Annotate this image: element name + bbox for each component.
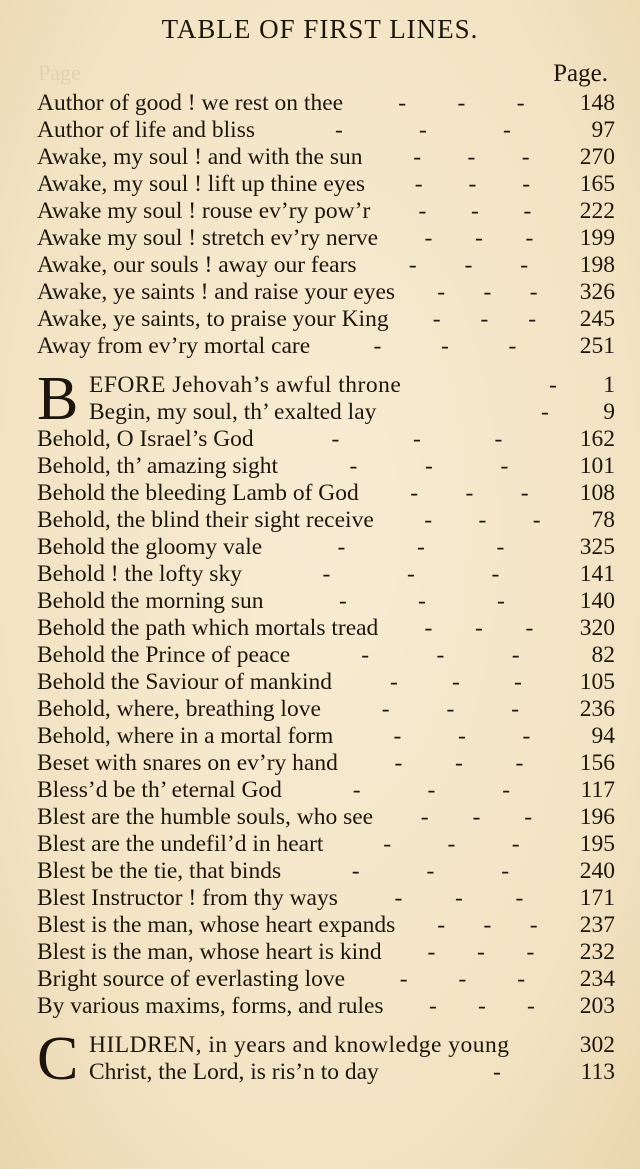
table-row xyxy=(37,90,615,117)
leader-dash: - xyxy=(429,993,437,1019)
page-number: 232 xyxy=(579,939,615,965)
table-row xyxy=(37,669,615,696)
table-row xyxy=(37,453,615,480)
leader-dash: - xyxy=(502,777,511,803)
leader-dash: - xyxy=(500,453,509,479)
table-row xyxy=(37,642,615,669)
first-line-text: Awake, my soul ! lift up thine eyes xyxy=(37,171,366,197)
first-line-text: Bless’d be th’ eternal God xyxy=(37,777,282,803)
first-line-text: Awake my soul ! stretch ev’ry nerve xyxy=(37,225,379,251)
section-b-list xyxy=(37,365,615,1020)
table-row xyxy=(37,117,615,144)
leader-dash: - xyxy=(525,615,534,641)
page-number: 148 xyxy=(579,90,615,116)
leader-dash: - xyxy=(352,777,361,803)
first-line-text: Away from ev’ry mortal care xyxy=(37,333,311,359)
page-number: 78 xyxy=(591,507,615,533)
leader-dash: - xyxy=(521,144,530,170)
leader-dash: - xyxy=(511,696,520,722)
first-line-text: Behold the bleeding Lamb of God xyxy=(37,480,359,506)
table-row xyxy=(37,885,615,912)
first-line-text: Behold ! the lofty sky xyxy=(37,561,242,587)
page-number: 320 xyxy=(579,615,615,641)
leader-dash: - xyxy=(529,912,538,938)
table-row xyxy=(37,966,615,993)
leader-dash: - xyxy=(491,561,500,587)
first-line-text: Bright source of everlasting love xyxy=(37,966,346,992)
leader-dash: - xyxy=(467,144,476,170)
leader-dash: - xyxy=(532,507,541,533)
leader-dash: - xyxy=(373,333,382,359)
page-number: 82 xyxy=(591,642,615,668)
leader-dash: - xyxy=(418,198,427,224)
page-number: 9 xyxy=(603,399,615,425)
table-row xyxy=(37,750,615,777)
table-row xyxy=(37,252,615,279)
leader-dash: - xyxy=(475,615,483,641)
leader-dash: - xyxy=(457,90,466,116)
table-row xyxy=(37,588,615,615)
first-line-text: Behold, O Israel’s God xyxy=(37,426,254,452)
leader-dash: - xyxy=(414,171,423,197)
leader-dash: - xyxy=(335,117,343,143)
page-number: 195 xyxy=(579,831,615,857)
leader-dash: - xyxy=(527,993,535,1019)
page-number: 196 xyxy=(579,804,615,830)
page-number: 251 xyxy=(579,333,615,359)
leader-dash: - xyxy=(381,696,390,722)
leader-dash: - xyxy=(413,144,422,170)
leader-dash: - xyxy=(514,669,522,695)
section-c-list xyxy=(37,1025,615,1093)
leader-dash: - xyxy=(483,279,492,305)
show-through-text: Page xyxy=(38,60,81,85)
first-line-text: Behold the morning sun xyxy=(37,588,264,614)
leader-dash: - xyxy=(437,912,446,938)
leader-dash: - xyxy=(383,831,392,857)
leader-dash: - xyxy=(496,534,505,560)
page-number: 162 xyxy=(579,426,615,452)
leader-dash: - xyxy=(394,750,403,776)
first-line-text: HILDREN, in years and knowledge young xyxy=(89,1032,510,1058)
page-number: 199 xyxy=(579,225,615,251)
table-row xyxy=(37,912,615,939)
leader-dash: - xyxy=(322,561,331,587)
leader-dash: - xyxy=(471,198,479,224)
table-row xyxy=(37,723,615,750)
table-row xyxy=(37,144,615,171)
leader-dash: - xyxy=(455,885,463,911)
leader-dash: - xyxy=(549,372,557,398)
table-row xyxy=(37,171,615,198)
leader-dash: - xyxy=(437,279,446,305)
leader-dash: - xyxy=(526,939,535,965)
page-number: 165 xyxy=(579,171,615,197)
leader-dash: - xyxy=(541,399,549,425)
page-number: 108 xyxy=(579,480,615,506)
first-line-text: Behold the path which mortals tread xyxy=(37,615,379,641)
first-line-text: Begin, my soul, th’ exalted lay xyxy=(89,399,377,425)
leader-dash: - xyxy=(361,642,370,668)
page-number: 325 xyxy=(579,534,615,560)
leader-dash: - xyxy=(464,252,473,278)
leader-dash: - xyxy=(515,750,524,776)
first-line-text: Awake my soul ! rouse ev’ry pow’r xyxy=(37,198,371,224)
leader-dash: - xyxy=(458,723,466,749)
leader-dash: - xyxy=(407,561,415,587)
page-number: 240 xyxy=(579,858,615,884)
page-number: 117 xyxy=(580,777,615,803)
first-line-text: Blest is the man, whose heart is kind xyxy=(37,939,382,965)
table-row xyxy=(37,858,615,885)
first-line-text: Awake, our souls ! away our fears xyxy=(37,252,357,278)
table-row xyxy=(37,306,615,333)
leader-dash: - xyxy=(425,453,433,479)
page-number: 203 xyxy=(579,993,615,1019)
leader-dash: - xyxy=(503,117,511,143)
first-line-text: Beset with snares on ev’ry hand xyxy=(37,750,338,776)
leader-dash: - xyxy=(426,858,435,884)
page-number: 245 xyxy=(579,306,615,332)
page-number: 141 xyxy=(579,561,615,587)
leader-dash: - xyxy=(398,90,407,116)
table-row xyxy=(37,399,615,426)
table-row xyxy=(37,831,615,858)
leader-dash: - xyxy=(468,171,477,197)
leader-dash: - xyxy=(339,588,347,614)
section-a-list xyxy=(37,90,615,360)
first-line-text: Author of life and bliss xyxy=(37,117,255,143)
leader-dash: - xyxy=(523,198,532,224)
table-row xyxy=(37,1059,615,1086)
leader-dash: - xyxy=(399,966,408,992)
leader-dash: - xyxy=(436,642,445,668)
leader-dash: - xyxy=(494,426,503,452)
table-row xyxy=(37,993,615,1020)
leader-dash: - xyxy=(432,306,441,332)
page-number: 270 xyxy=(579,144,615,170)
leader-dash: - xyxy=(478,507,487,533)
leader-dash: - xyxy=(528,306,537,332)
leader-dash: - xyxy=(349,453,358,479)
leader-dash: - xyxy=(515,885,524,911)
leader-dash: - xyxy=(337,534,346,560)
leader-dash: - xyxy=(497,588,505,614)
leader-dash: - xyxy=(331,426,340,452)
first-line-text: Blest are the humble souls, who see xyxy=(37,804,374,830)
leader-dash: - xyxy=(511,642,520,668)
leader-dash: - xyxy=(472,804,481,830)
table-row xyxy=(37,225,615,252)
drop-cap-c: C xyxy=(37,1025,79,1093)
leader-dash: - xyxy=(424,225,433,251)
leader-dash: - xyxy=(529,279,538,305)
page-number: 1 xyxy=(603,372,615,398)
leader-dash: - xyxy=(427,939,436,965)
first-line-text: Behold the Prince of peace xyxy=(37,642,291,668)
page-number: 113 xyxy=(580,1059,615,1085)
first-line-text: Behold, where in a mortal form xyxy=(37,723,334,749)
leader-dash: - xyxy=(493,1059,501,1085)
leader-dash: - xyxy=(516,90,525,116)
leader-dash: - xyxy=(511,831,520,857)
leader-dash: - xyxy=(522,723,531,749)
table-row xyxy=(37,777,615,804)
leader-dash: - xyxy=(424,507,433,533)
leader-dash: - xyxy=(475,225,483,251)
leader-dash: - xyxy=(424,615,433,641)
leader-dash: - xyxy=(393,723,402,749)
leader-dash: - xyxy=(455,750,463,776)
page-number: 101 xyxy=(579,453,615,479)
page-number: 326 xyxy=(579,279,615,305)
page-number: 140 xyxy=(579,588,615,614)
first-line-text: By various maxims, forms, and rules xyxy=(37,993,384,1019)
first-line-text: Christ, the Lord, is ris’n to day xyxy=(89,1059,379,1085)
leader-dash: - xyxy=(517,966,526,992)
leader-dash: - xyxy=(508,333,517,359)
leader-dash: - xyxy=(417,534,425,560)
leader-dash: - xyxy=(351,858,360,884)
table-row xyxy=(37,480,615,507)
table-row xyxy=(37,615,615,642)
table-row xyxy=(37,534,615,561)
page-number: 97 xyxy=(591,117,615,143)
first-line-text: Behold the Saviour of mankind xyxy=(37,669,333,695)
leader-dash: - xyxy=(458,966,467,992)
leader-dash: - xyxy=(520,480,529,506)
leader-dash: - xyxy=(410,480,419,506)
table-row xyxy=(37,804,615,831)
first-line-text: Blest is the man, whose heart expands xyxy=(37,912,396,938)
leader-dash: - xyxy=(441,333,449,359)
leader-dash: - xyxy=(483,912,492,938)
table-row xyxy=(37,696,615,723)
leader-dash: - xyxy=(408,252,417,278)
table-row xyxy=(37,939,615,966)
table-row xyxy=(37,507,615,534)
page-number: 302 xyxy=(579,1032,615,1058)
leader-dash: - xyxy=(420,804,429,830)
leader-dash: - xyxy=(452,669,460,695)
page-number: 171 xyxy=(579,885,615,911)
first-line-text: Blest are the undefil’d in heart xyxy=(37,831,324,857)
leader-dash: - xyxy=(520,252,529,278)
leader-dash: - xyxy=(413,426,421,452)
first-line-text: EFORE Jehovah’s awful throne xyxy=(89,372,402,398)
page-number: 234 xyxy=(579,966,615,992)
first-line-text: Blest be the tie, that binds xyxy=(37,858,282,884)
leader-dash: - xyxy=(465,480,474,506)
first-line-text: Awake, ye saints, to praise your King xyxy=(37,306,389,332)
page-number: 237 xyxy=(579,912,615,938)
page-number: 222 xyxy=(579,198,615,224)
leader-dash: - xyxy=(419,117,427,143)
first-line-text: Awake, ye saints ! and raise your eyes xyxy=(37,279,396,305)
leader-dash: - xyxy=(394,885,403,911)
first-line-text: Blest Instructor ! from thy ways xyxy=(37,885,338,911)
page-number: 94 xyxy=(591,723,615,749)
leader-dash: - xyxy=(480,306,489,332)
table-row xyxy=(37,198,615,225)
leader-dash: - xyxy=(418,588,426,614)
table-row xyxy=(37,426,615,453)
page-number: 156 xyxy=(579,750,615,776)
first-line-text: Author of good ! we rest on thee xyxy=(37,90,344,116)
first-line-text: Awake, my soul ! and with the sun xyxy=(37,144,363,170)
first-line-text: Behold, th’ amazing sight xyxy=(37,453,279,479)
leader-dash: - xyxy=(525,225,534,251)
first-line-text: Behold the gloomy vale xyxy=(37,534,263,560)
leader-dash: - xyxy=(524,804,533,830)
leader-dash: - xyxy=(501,858,510,884)
first-line-text: Behold, the blind their sight receive xyxy=(37,507,374,533)
leader-dash: - xyxy=(478,993,486,1019)
page-number: 105 xyxy=(579,669,615,695)
page-column-header: Page. xyxy=(553,60,608,87)
leader-dash: - xyxy=(522,171,531,197)
table-row xyxy=(37,333,615,360)
page-title: TABLE OF FIRST LINES. xyxy=(161,14,479,44)
leader-dash: - xyxy=(390,669,398,695)
table-row xyxy=(37,279,615,306)
table-row xyxy=(37,561,615,588)
leader-dash: - xyxy=(427,777,436,803)
first-line-text: Behold, where, breathing love xyxy=(37,696,321,722)
leader-dash: - xyxy=(477,939,485,965)
page-number: 236 xyxy=(579,696,615,722)
leader-dash: - xyxy=(447,831,456,857)
page-number: 198 xyxy=(579,252,615,278)
leader-dash: - xyxy=(446,696,455,722)
drop-cap-b: B xyxy=(37,365,79,433)
